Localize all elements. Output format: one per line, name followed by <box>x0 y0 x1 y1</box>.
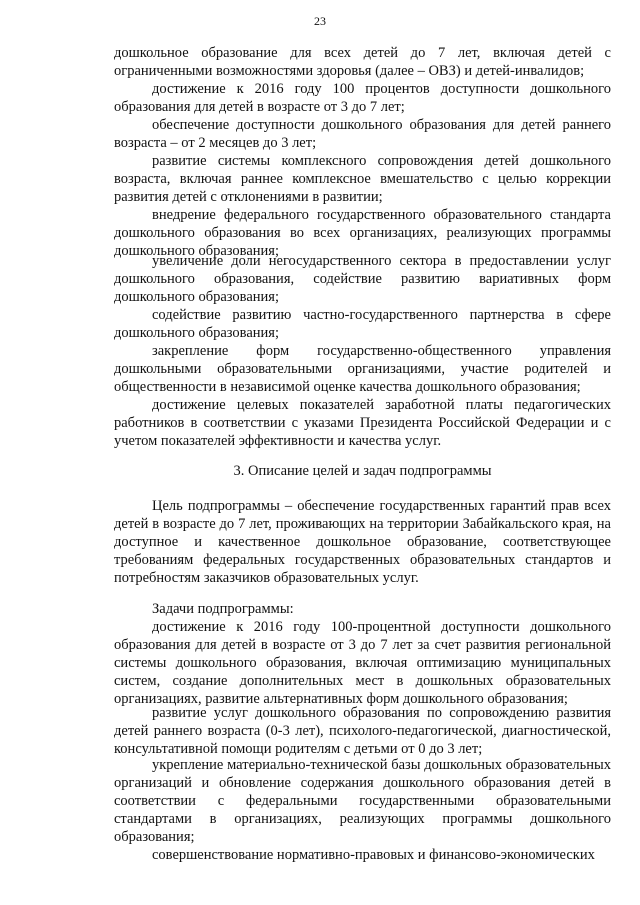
list-item: достижение к 2016 году 100 процентов доступности дошкольного образования для детей в возрасте от 3 до 7 лет; <box>114 81 611 115</box>
list-item: закрепление форм государственно-общественного управления дошкольными образовательными организациями, участие родителей и общественности в независимой оценке качества дошкольного образования; <box>114 343 611 395</box>
list-item: содействие развитию частно-государственного партнерства в сфере дошкольного образования; <box>114 307 611 341</box>
task-item: совершенствование нормативно-правовых и финансово-экономических <box>152 847 595 863</box>
page-number: 23 <box>314 14 326 28</box>
task-item: укрепление материально-технической базы дошкольных образовательных организаций и обновление содержания дошкольного образования детей в соответствии с федеральными государственными образовательными стандартами в организациях, реализующих программы дошкольного образования; <box>114 757 611 845</box>
list-item: внедрение федерального государственного образовательного стандарта дошкольного образования во всех организациях, реализующих программы дошкольного образования; <box>114 207 611 259</box>
list-item: дошкольное образование для всех детей до 7 лет, включая детей с ограниченными возможностями здоровья (далее – ОВЗ) и детей-инвалидов; <box>114 45 611 79</box>
tasks-label: Задачи подпрограммы: <box>152 601 294 617</box>
task-item: достижение к 2016 году 100-процентной доступности дошкольного образования для детей в возрасте от 3 до 7 лет за счет развития региональной системы дошкольного образования, включая оптимизацию муниципальных систем, создание дополнительных мест в дошкольных образовательных организациях, развитие альтернативных форм дошкольного образования; <box>114 619 611 707</box>
list-item: развитие системы комплексного сопровождения детей дошкольного возраста, включая раннее комплексное вмешательство с целью коррекции развития детей с отклонениями в развитии; <box>114 153 611 205</box>
list-item: увеличение доли негосударственного сектора в предоставлении услуг дошкольного образования, содействие развитию вариативных форм дошкольного образования; <box>114 253 611 305</box>
section-heading: 3. Описание целей и задач подпрограммы <box>233 463 492 479</box>
list-item: обеспечение доступности дошкольного образования для детей раннего возраста – от 2 месяцев до 3 лет; <box>114 117 611 151</box>
list-item: достижение целевых показателей заработной платы педагогических работников в соответствии с указами Президента Российской Федерации и с учетом показателей эффективности и качества услуг. <box>114 397 611 449</box>
task-item: развитие услуг дошкольного образования по сопровождению развития детей раннего возраста (0-3 лет), психолого-педагогической, диагностической, консультативной помощи родителям с детьми от 0 до 3 лет; <box>114 705 611 757</box>
goal-paragraph: Цель подпрограммы – обеспечение государственных гарантий прав всех детей в возрасте до 7 лет, проживающих на территории Забайкальского края, на доступное и качественное дошкольное образование, соответствующее требованиям федеральных государственных образовательных стандартов и потребностям заказчиков образовательных услуг. <box>114 498 611 586</box>
